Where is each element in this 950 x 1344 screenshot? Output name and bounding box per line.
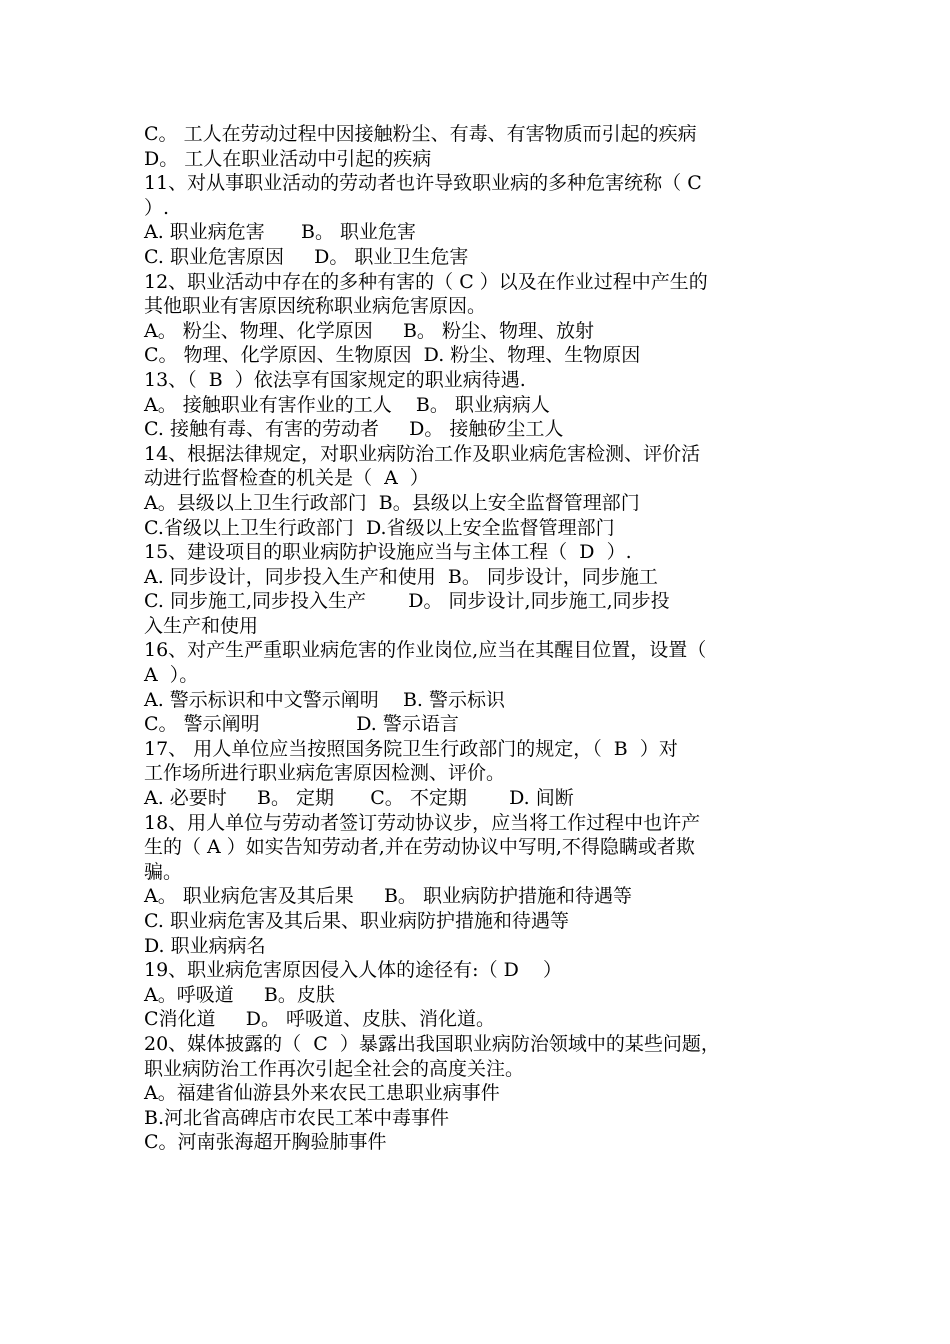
text-line: C。 警示阐明 D. 警示语言 xyxy=(144,713,459,736)
text-line: C。 物理、化学原因、生物原因 D. 粉尘、物理、生物原因 xyxy=(144,344,641,367)
text-line: C。河南张海超开胸验肺事件 xyxy=(144,1131,387,1154)
text-line: 18、用人单位与劳动者签订劳动协议步，应当将工作过程中也许产 xyxy=(144,811,701,834)
text-line: 14、根据法律规定，对职业病防治工作及职业病危害检测、评价活 xyxy=(144,442,701,465)
text-line: 11、对从事职业活动的劳动者也许导致职业病的多种危害统称（ C xyxy=(144,172,702,195)
text-line: 生的（ A ）如实告知劳动者,并在劳动协议中写明,不得隐瞒或者欺 xyxy=(144,836,695,859)
text-line: 20、媒体披露的（ C ）暴露出我国职业病防治领域中的某些问题， xyxy=(144,1032,720,1055)
text-line: C。 工人在劳动过程中因接触粉尘、有毒、有害物质而引起的疾病 xyxy=(144,123,697,145)
text-line: 入生产和使用 xyxy=(144,614,259,637)
text-line: A。 职业病危害及其后果 B。 职业病防护措施和待遇等 xyxy=(144,885,632,908)
text-line: A ）。 xyxy=(144,664,199,687)
text-line: 17、 用人单位应当按照国务院卫生行政部门的规定，（ B ）对 xyxy=(144,737,678,760)
text-line: A. 必要时 B。 定期 C。 不定期 D. 间断 xyxy=(144,787,574,810)
document-page xyxy=(144,122,812,1155)
text-line: D。 工人在职业活动中引起的疾病 xyxy=(144,147,432,170)
text-line: D. 职业病病名 xyxy=(144,934,266,957)
text-line: C. 职业病危害及其后果、职业病防护措施和待遇等 xyxy=(144,910,569,932)
text-line: B.河北省高碑店市农民工苯中毒事件 xyxy=(144,1106,450,1129)
text-line: 骗。 xyxy=(144,860,183,883)
text-line: 动进行监督检查的机关是（ A ） xyxy=(144,467,429,490)
text-line: 其他职业有害原因统称职业病危害原因。 xyxy=(144,295,487,318)
text-line: A. 警示标识和中文警示阐明 B. 警示标识 xyxy=(144,688,506,711)
text-line: C. 接触有毒、有害的劳动者 D。 接触矽尘工人 xyxy=(144,418,564,441)
text-line: A。 接触职业有害作业的工人 B。 职业病病人 xyxy=(144,393,550,416)
text-line: 工作场所进行职业病危害原因检测、评价。 xyxy=(144,762,506,785)
text-line: 13、（ B ）依法享有国家规定的职业病待遇. xyxy=(144,368,526,391)
text-line: C.省级以上卫生行政部门 D.省级以上安全监督管理部门 xyxy=(144,516,615,539)
text-line: C消化道 D。 呼吸道、皮肤、消化道。 xyxy=(144,1008,496,1031)
text-line: A. 同步设计，同步投入生产和使用 B。 同步设计，同步施工 xyxy=(144,565,658,588)
text-line: A。呼吸道 B。皮肤 xyxy=(144,983,335,1006)
text-line: A。 粉尘、物理、化学原因 B。 粉尘、物理、放射 xyxy=(144,319,594,342)
text-line: 职业病防治工作再次引起全社会的高度关注。 xyxy=(144,1057,525,1080)
text-line: C. 职业危害原因 D。 职业卫生危害 xyxy=(144,245,469,268)
text-line: A。福建省仙游县外来农民工患职业病事件 xyxy=(144,1082,500,1105)
text-line: 12、职业活动中存在的多种有害的（ C ）以及在作业过程中产生的 xyxy=(144,270,708,293)
text-line: 16、对产生严重职业病危害的作业岗位,应当在其醒目位置，设置（ xyxy=(144,639,707,662)
text-line: C. 同步施工,同步投入生产 D。 同步设计,同步施工,同步投 xyxy=(144,590,670,613)
text-line: A. 职业病危害 B。 职业危害 xyxy=(144,221,417,244)
text-line: 15、建设项目的职业病防护设施应当与主体工程（ D ）. xyxy=(144,541,632,564)
text-line: 19、职业病危害原因侵入人体的途径有:（ D ） xyxy=(144,959,563,982)
text-line: ）. xyxy=(144,196,170,219)
text-line: A。县级以上卫生行政部门 B。县级以上安全监督管理部门 xyxy=(144,491,640,514)
